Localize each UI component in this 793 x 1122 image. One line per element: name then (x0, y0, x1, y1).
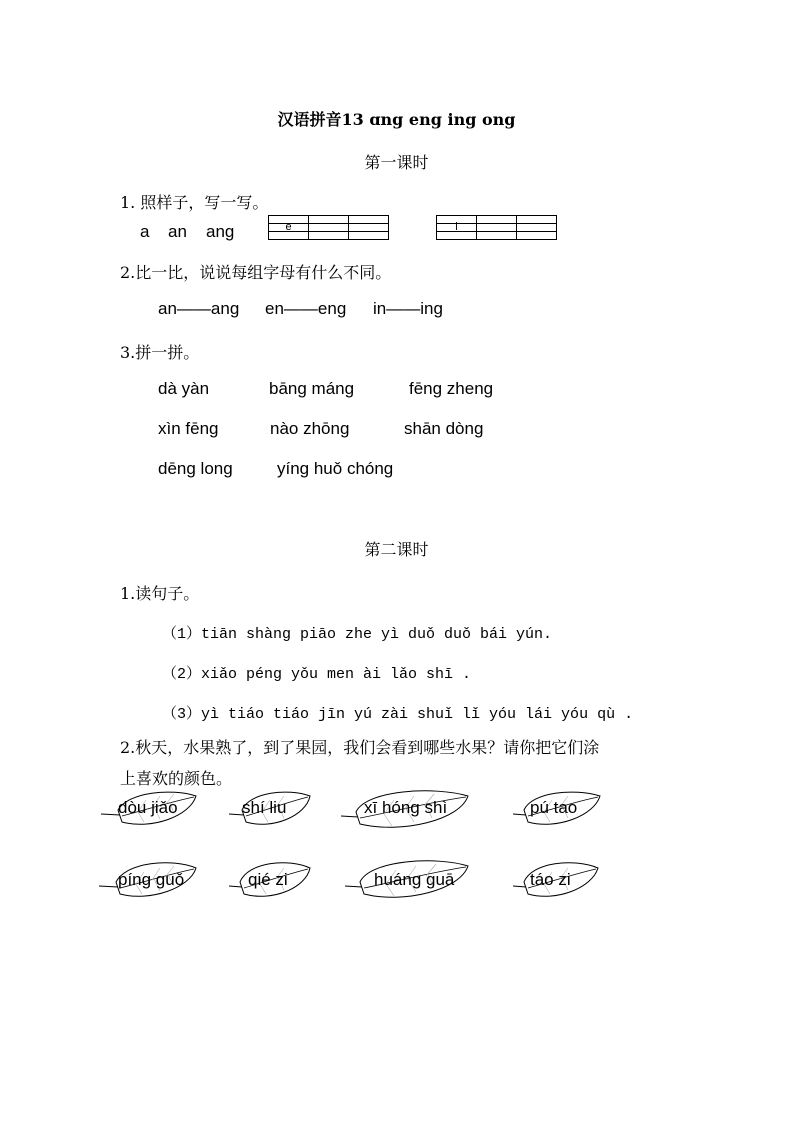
leaf-huang-gua[interactable] (344, 854, 470, 904)
pinyin-word: xìn fēng (158, 419, 219, 438)
lesson2-q2-prompt-line2: 上喜欢的颜色。 (120, 769, 233, 788)
leaf-qie-zi[interactable] (228, 856, 313, 902)
lesson2-q2-prompt-line1: 2.秋天，水果熟了，到了果园，我们会看到哪些水果？请你把它们涂 (120, 738, 600, 757)
pinyin-word: nào zhōng (270, 419, 350, 438)
lesson1-q3-prompt: 3.拼一拼。 (120, 343, 200, 362)
leaf-label: pú tao (530, 798, 578, 817)
grid-i-start: i (437, 224, 477, 232)
sentence-2: （2）xiǎo péng yǒu men ài lǎo shī . (162, 666, 472, 683)
example-ang: ang (206, 222, 235, 241)
sentence-3: （3）yì tiáo tiáo jīn yú zài shuǐ lǐ yóu lái yóu qù . (162, 706, 634, 723)
page-title: 汉语拼音13 ɑng eng ing ong (277, 110, 516, 129)
writing-grid-e[interactable] (268, 215, 389, 240)
leaf-xi-hong-shi[interactable] (340, 784, 470, 834)
leaf-label: táo zi (530, 870, 571, 889)
pair-en-eng: en——eng (265, 299, 347, 318)
leaf-label: dòu jiǎo (118, 798, 178, 817)
leaf-label: xī hóng shì (364, 798, 448, 817)
leaf-ping-guo[interactable] (98, 856, 200, 902)
pair-an-ang: an——ang (158, 299, 240, 318)
pair-in-ing: in——ing (373, 299, 443, 318)
pinyin-word: fēng zheng (409, 379, 494, 398)
leaf-label: píng guǒ (118, 870, 185, 889)
lesson2-q1-prompt: 1.读句子。 (120, 584, 200, 603)
example-an: an (168, 222, 187, 241)
pinyin-word: bāng máng (269, 379, 355, 398)
pinyin-word: dà yàn (158, 379, 210, 398)
leaf-pu-tao[interactable] (512, 786, 602, 830)
leaf-label: qié zi (248, 870, 288, 889)
lesson1-heading: 第一课时 (364, 153, 429, 172)
example-a: a (140, 222, 150, 241)
leaf-tao-zi[interactable] (512, 856, 600, 902)
leaf-shi-liu[interactable] (228, 786, 313, 830)
leaf-label: shí liu (242, 798, 287, 817)
grid-e-start: e (269, 224, 309, 232)
pinyin-word: dēng long (158, 459, 233, 478)
sentence-1: （1）tiān shàng piāo zhe yì duǒ duǒ bái yún. (162, 626, 553, 643)
lesson1-q2-prompt: 2.比一比，说说每组字母有什么不同。 (120, 263, 392, 282)
pinyin-word: shān dòng (404, 419, 484, 438)
lesson1-q1-prompt: 1. 照样子，写一写。 (120, 193, 269, 212)
lesson2-heading: 第二课时 (364, 540, 429, 559)
writing-grid-i[interactable] (436, 215, 557, 240)
pinyin-word: yíng huǒ chóng (277, 459, 394, 478)
leaf-dou-jiao[interactable] (100, 786, 200, 830)
leaf-label: huáng guā (374, 870, 455, 889)
